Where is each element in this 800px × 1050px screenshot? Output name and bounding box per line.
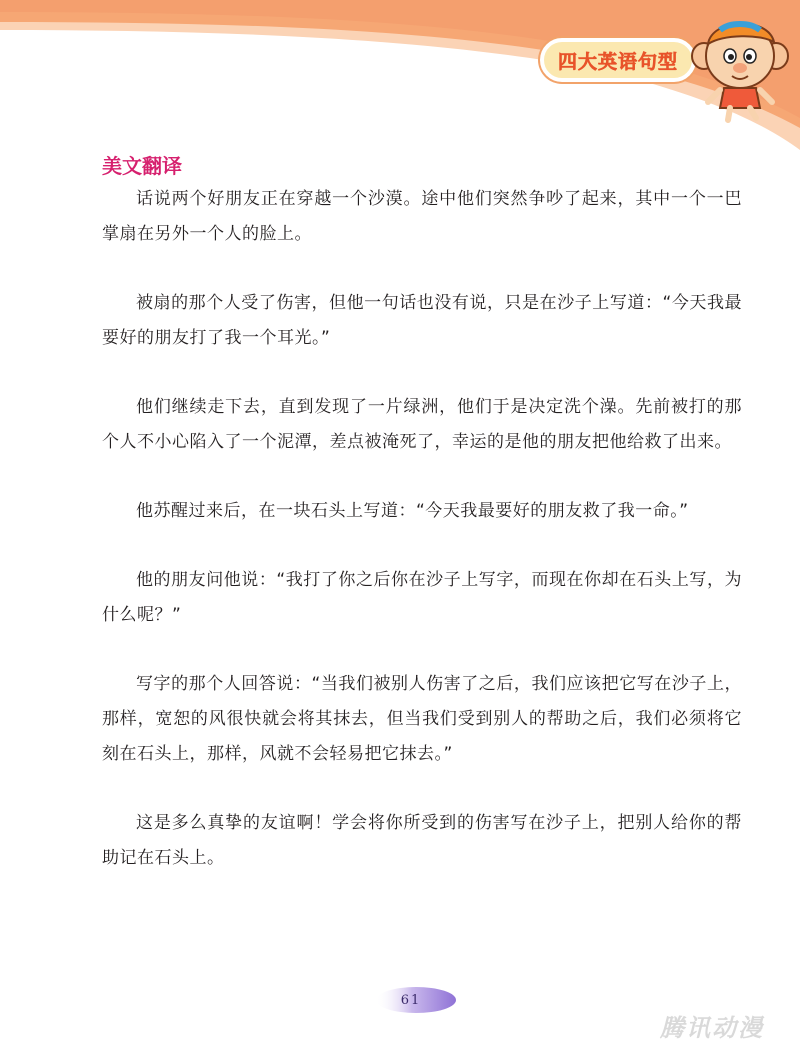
page-number-badge bbox=[366, 986, 456, 1014]
paragraph: 他的朋友问他说：“我打了你之后你在沙子上写字，而现在你却在石头上写，为什么呢？” bbox=[102, 570, 742, 625]
section-title: 美文翻译 bbox=[102, 154, 182, 178]
paragraph: 他苏醒过来后，在一块石头上写道：“今天我最要好的朋友救了我一命。” bbox=[136, 501, 689, 521]
paragraph: 这是多么真挚的友谊啊！学会将你所受到的伤害写在沙子上，把别人给你的帮助记在石头上。 bbox=[102, 813, 742, 868]
page-number: 61 bbox=[400, 992, 422, 1008]
article-body bbox=[102, 182, 742, 910]
chapter-tag-label: 四大英语句型 bbox=[557, 50, 678, 73]
paragraph: 话说两个好朋友正在穿越一个沙漠。途中他们突然争吵了起来，其中一个一巴掌扇在另外一个人的脸上。 bbox=[102, 189, 742, 244]
chapter-tag bbox=[540, 38, 696, 82]
paragraph: 他们继续走下去，直到发现了一片绿洲，他们于是决定洗个澡。先前被打的那个人不小心陷入了一个泥潭，差点被淹死了，幸运的是他的朋友把他给救了出来。 bbox=[102, 397, 742, 452]
header-band bbox=[0, 0, 800, 170]
mascot-cartoon-boy-icon bbox=[690, 8, 790, 123]
paragraph: 写字的那个人回答说：“当我们被别人伤害了之后，我们应该把它写在沙子上，那样，宽恕的风很快就会将其抹去，但当我们受到别人的帮助之后，我们必须将它刻在石头上，那样，风就不会轻易把它抹去。” bbox=[102, 674, 742, 764]
watermark: 腾讯动漫 bbox=[660, 1014, 764, 1042]
paragraph: 被扇的那个人受了伤害，但他一句话也没有说，只是在沙子上写道：“今天我最要好的朋友打了我一个耳光。” bbox=[102, 293, 742, 348]
